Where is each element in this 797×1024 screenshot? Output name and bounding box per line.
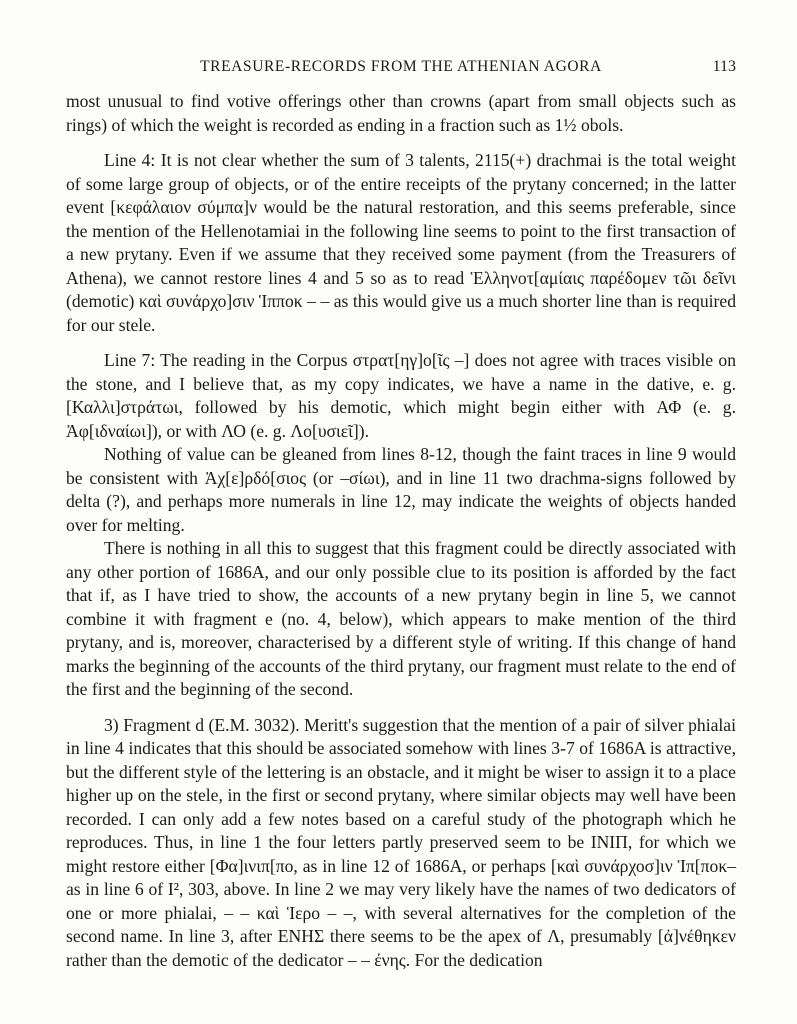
body-text: [66, 90, 736, 972]
running-title: TREASURE-RECORDS FROM THE ATHENIAN AGORA: [200, 58, 602, 75]
paragraph-line-7-commentary: Line 7: The reading in the Corpus στρατ[ηγ]ο[ῖς –] does not agree with traces visible on the stone, and I believe that, as my copy indicates, we have a name in the dative, e. g. [Καλλι]στράτωι, followed by his demotic, which might begin either with ΑΦ (e. g. Ἀφ[ιδναίωι]), or with ΛΟ (e. g. Λο[υσιεῖ]).: [66, 350, 736, 441]
running-head: [66, 58, 736, 80]
paragraph-fragment-d: 3) Fragment d (E.M. 3032). Meritt's suggestion that the mention of a pair of silver phialai in line 4 indicates that this should be associated somehow with lines 3-7 of 1686A is attractive, but the different style of the lettering is an obstacle, and it might be wiser to assign it to a place higher up on the stele, in the first or second prytany, where similar objects may well have been recorded. I can only add a few notes based on a careful study of the photograph which he reproduces. Thus, in line 1 the four letters partly preserved seem to be ΙΝΙΠ, for which we might restore either [Φα]ινιπ[πο, as in line 12 of 1686A, or perhaps [καὶ συνάρχοσ]ιν Ἱπ[ποκ– as in line 6 of I², 303, above. In line 2 we may very likely have the names of two dedicators of one or more phialai, – – καὶ Ἱερο – –, with several alternatives for the completion of the second name. In line 3, after ΕΝΗΣ there seems to be the apex of Λ, presumably [ἀ]νέθηκεν rather than the demotic of the dedicator – – ένης. For the dedication: [66, 714, 736, 970]
page-number: 113: [712, 58, 736, 75]
paragraph-fragment-position: There is nothing in all this to suggest that this fragment could be directly associated with any other portion of 1686A, and our only possible clue to its position is afforded by the fact that if, as I have tried to show, the accounts of a new prytany begin in line 5, we cannot combine it with fragment e (no. 4, below), which appears to make mention of the third prytany, and is, moreover, characterised by a different style of writing. If this change of hand marks the beginning of the accounts of the third prytany, our fragment must relate to the end of the first and the beginning of the second.: [66, 538, 736, 699]
paragraph-continuation: most unusual to find votive offerings other than crowns (apart from small objects such as rings) of which the weight is recorded as ending in a fraction such as 1½ obols.: [66, 91, 736, 135]
paragraph-lines-8-12-commentary: Nothing of value can be gleaned from lines 8-12, though the faint traces in line 9 would be consistent with Ἀχ[ε]ρδό[σιος (or –σίωι), and in line 11 two drachma-signs followed by delta (?), and perhaps more numerals in line 12, may indicate the weights of objects handed over for melting.: [66, 444, 736, 535]
paragraph-line-4-commentary: Line 4: It is not clear whether the sum of 3 talents, 2115(+) drachmai is the total weight of some large group of objects, or of the entire receipts of the prytany concerned; in the latter event [κεφάλαιον σύμπα]ν would be the natural restoration, and this seems preferable, since the mention of the Hellenotamiai in the following line seems to point to the first transaction of a new prytany. Even if we assume that they received some payment (from the Treasurers of Athena), we cannot restore lines 4 and 5 so as to read Ἑλληνοτ[αμίαις παρέδομεν τῶι δεῖνι (demotic) καὶ συνάρχο]σιν Ἱπποκ – – as this would give us a much shorter line than is required for our stele.: [66, 150, 736, 335]
